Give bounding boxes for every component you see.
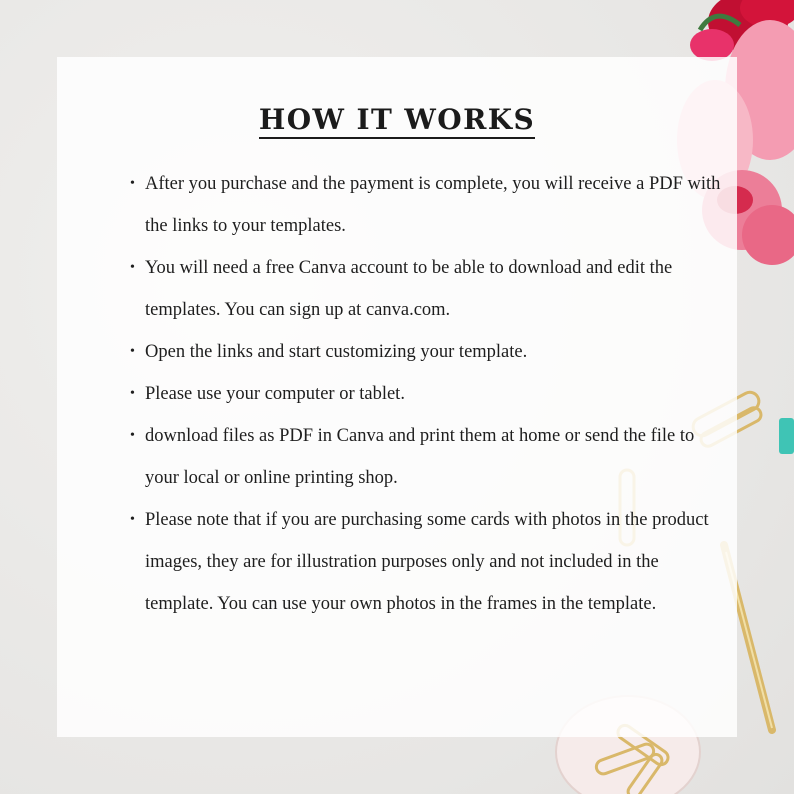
bullet-icon: •	[130, 512, 135, 527]
list-item: • download files as PDF in Canva and print them at home or send the file to your local or online printing shop.	[130, 415, 730, 499]
list-item: • Please note that if you are purchasing some cards with photos in the product images, they are for illustration purposes only and not included in the template. You can use your own photos in the frames in the template.	[130, 499, 730, 625]
bullet-icon: •	[130, 260, 135, 275]
bullet-icon: •	[130, 428, 135, 443]
bullet-icon: •	[130, 176, 135, 191]
list-item: • You will need a free Canva account to be able to download and edit the templates. You can sign up at canva.com.	[130, 247, 730, 331]
bullet-icon: •	[130, 386, 135, 401]
instructions-list	[130, 163, 730, 625]
teal-box-illustration	[779, 418, 794, 454]
page-title: HOW IT WORKS	[0, 103, 794, 136]
list-item: • Open the links and start customizing your template.	[130, 331, 730, 373]
list-item: • Please use your computer or tablet.	[130, 373, 730, 415]
bullet-icon: •	[130, 344, 135, 359]
list-item: • After you purchase and the payment is complete, you will receive a PDF with the links to your templates.	[130, 163, 730, 247]
